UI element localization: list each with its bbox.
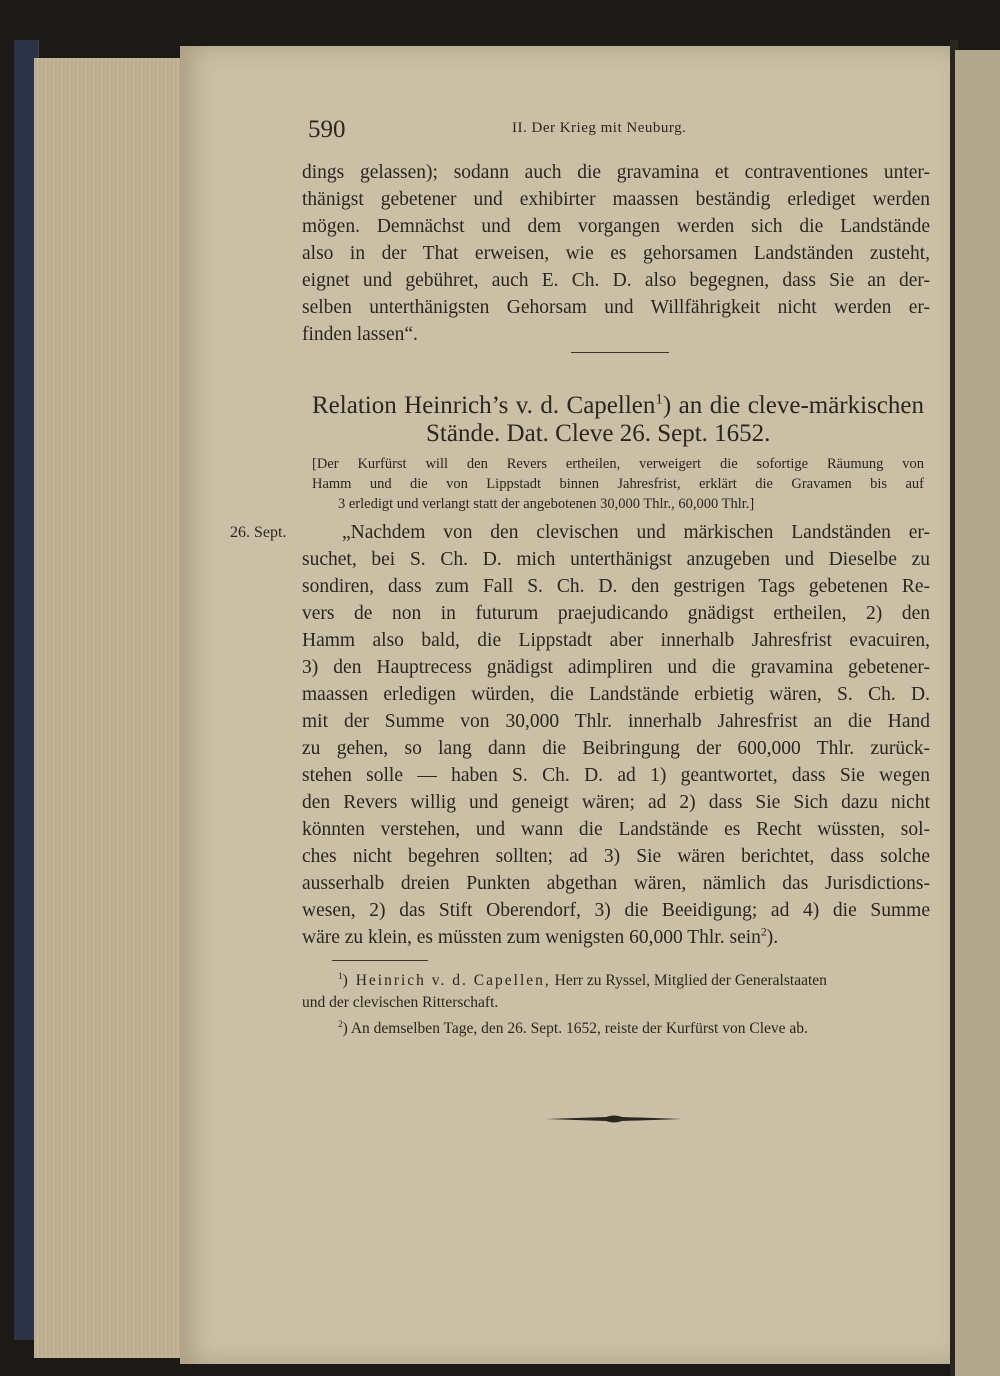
body-line: Hamm also bald, die Lippstadt aber innerhalb Jahresfrist evacuiren, xyxy=(302,630,930,651)
running-title: II. Der Krieg mit Neuburg. xyxy=(512,120,687,136)
intro-line: thänigst gebetener und exhibirter maassen beständig erlediget werden xyxy=(302,189,930,210)
body-line: sondiren, dass zum Fall S. Ch. D. den gestrigen Tags gebetenen Re- xyxy=(302,576,930,597)
facing-page-edge xyxy=(955,50,1000,1376)
summary-line: [Der Kurfürst will den Revers ertheilen, verweigert die sofortige Räumung von xyxy=(312,456,924,472)
footnote-text: ) An demselben Tage, den 26. Sept. 1652, reiste der Kurfürst von Cleve ab. xyxy=(342,1020,808,1037)
body-line: zu gehen, so lang dann die Beibringung der 600,000 Thlr. zurück- xyxy=(302,738,930,759)
body-line: „Nachdem von den clevischen und märkischen Landständen er- xyxy=(342,522,930,543)
summary-line: 3 erledigt und verlangt statt der angebotenen 30,000 Thlr., 60,000 Thlr.] xyxy=(338,496,755,512)
body-line: ausserhalb dreien Punkten abgethan wären, nämlich das Jurisdictions- xyxy=(302,873,930,894)
footnote-divider xyxy=(332,960,428,961)
body-line: maassen erledigen würden, die Landstände erbietig wären, S. Ch. D. xyxy=(302,684,930,705)
body-line: mit der Summe von 30,000 Thlr. innerhalb Jahresfrist an die Hand xyxy=(302,711,930,732)
footnote-1 xyxy=(338,972,827,990)
section-title-line1 xyxy=(312,392,924,420)
page-number: 590 xyxy=(308,116,346,143)
end-ornament xyxy=(546,1112,682,1126)
footnote-mark: 2 xyxy=(338,1019,343,1030)
body-line: suchet, bei S. Ch. D. mich unterthänigst anzugeben und Dieselbe zu xyxy=(302,549,930,570)
body-text: wäre zu klein, es müssten zum wenigsten 60,000 Thlr. sein xyxy=(302,927,761,948)
body-line: könnten verstehen, und wann die Landstände es Recht wüssten, sol- xyxy=(302,819,930,840)
page-stack-edge xyxy=(34,58,184,1358)
footnote-name: ) Heinrich v. d. Capellen, xyxy=(342,972,551,989)
footnote-2 xyxy=(338,1020,808,1038)
intro-line: dings gelassen); sodann auch die gravamina et contraventiones unter- xyxy=(302,162,930,183)
body-text: ). xyxy=(766,927,779,948)
body-line: stehen solle — haben S. Ch. D. ad 1) geantwortet, dass Sie wegen xyxy=(302,765,930,786)
footnote-ref: 1 xyxy=(655,391,663,408)
footnote-ref: 2 xyxy=(760,925,767,939)
intro-line: mögen. Demnächst und dem vorgangen werden sich die Landstände xyxy=(302,216,930,237)
section-divider xyxy=(571,352,669,353)
body-line: wesen, 2) das Stift Oberendorf, 3) die Beeidigung; ad 4) die Summe xyxy=(302,900,930,921)
section-title-part: ) an die cleve-märkischen xyxy=(662,392,925,419)
footnote-1-line2: und der clevischen Ritterschaft. xyxy=(302,994,499,1011)
section-title-line2: Stände. Dat. Cleve 26. Sept. 1652. xyxy=(426,420,771,447)
body-line: 3) den Hauptrecess gnädigst adimpliren und die gravamina gebetener- xyxy=(302,657,930,678)
body-line: vers de non in futurum praejudicando gnädigst ertheilen, 2) den xyxy=(302,603,930,624)
intro-line: finden lassen“. xyxy=(302,324,418,345)
intro-line: eignet und gebühret, auch E. Ch. D. also begegnen, dass Sie an der- xyxy=(302,270,930,291)
body-line: den Revers willig und geneigt wären; ad 2) dass Sie Sich dazu nicht xyxy=(302,792,930,813)
body-line xyxy=(302,927,778,949)
body-line: ches nicht begehren sollten; ad 3) Sie wären berichtet, dass solche xyxy=(302,846,930,867)
footnote-mark: 1 xyxy=(338,971,343,982)
margin-date: 26. Sept. xyxy=(230,524,287,541)
intro-line: also in der That erweisen, wie es gehorsamen Landständen zusteht, xyxy=(302,243,930,264)
summary-line: Hamm und die von Lippstadt binnen Jahresfrist, erklärt die Gravamen bis auf xyxy=(312,476,924,492)
footnote-text: Herr zu Ryssel, Mitglied der Generalstaaten xyxy=(550,972,827,989)
intro-line: selben unterthänigsten Gehorsam und Willfährigkeit nicht werden er- xyxy=(302,297,930,318)
section-title-part: Relation Heinrich’s v. d. Capellen xyxy=(312,392,656,419)
